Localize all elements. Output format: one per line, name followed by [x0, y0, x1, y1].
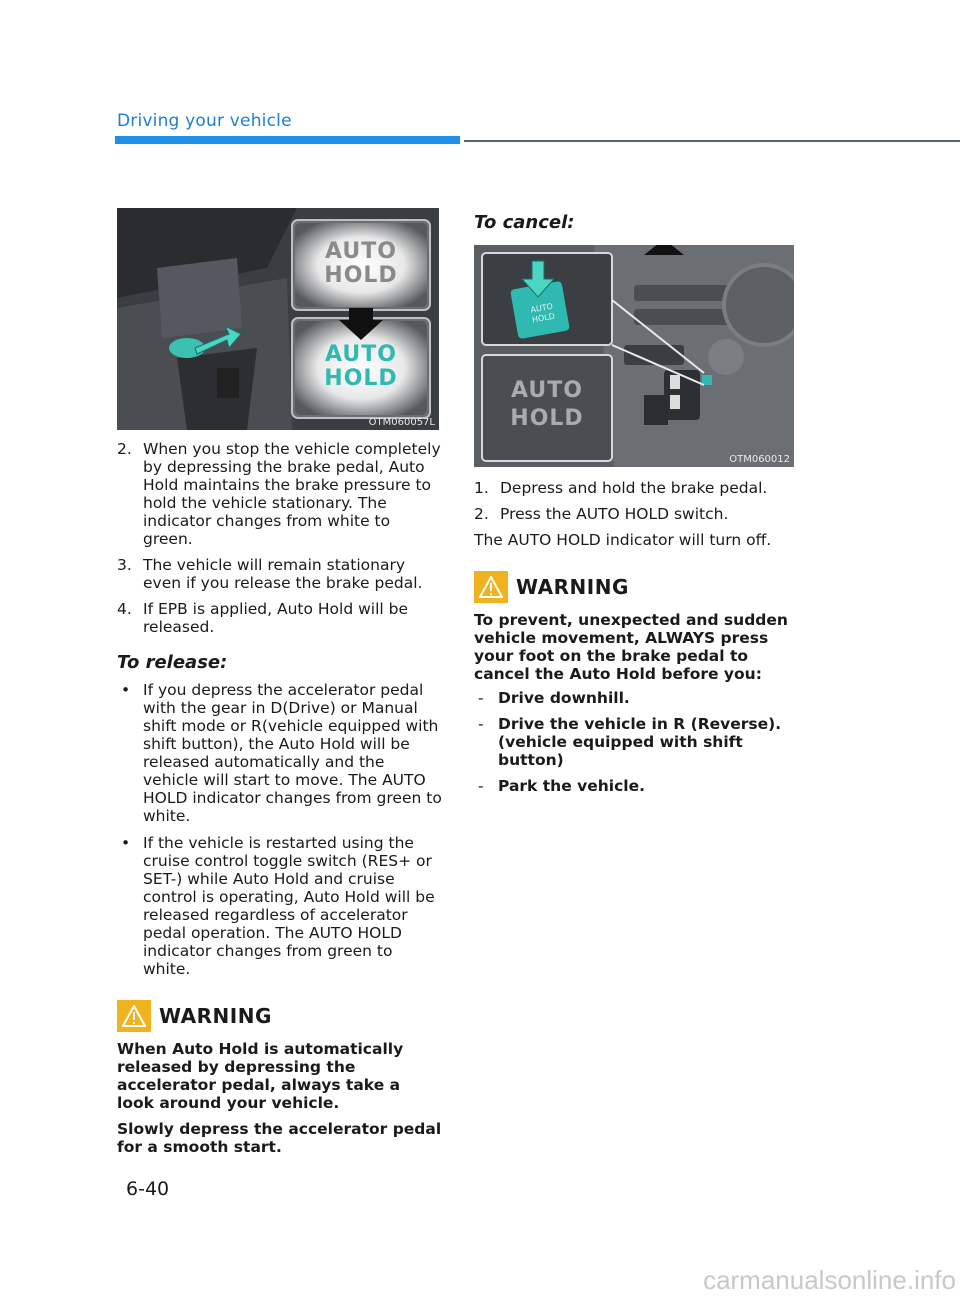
- center-console-illustration: [474, 245, 794, 467]
- release-heading: To release:: [117, 652, 228, 673]
- watermark: carmanualsonline.info: [703, 1265, 956, 1295]
- list-item: - Drive the vehicle in R (Reverse). (vehicle equipped with shift button): [478, 715, 782, 769]
- list-item: 4. If EPB is applied, Auto Hold will be released.: [117, 600, 409, 636]
- warning-items: [474, 689, 799, 795]
- svg-text:HOLD: HOLD: [531, 311, 556, 325]
- list-item: • If you depress the accelerator pedal with the gear in D(Drive) or Manual shift mode or R(vehicle equipped with shift button), the Auto Hold will be released automatically and the vehicle will start to move. The AUTO HOLD indicator changes from green to white.: [121, 681, 442, 825]
- cancel-heading: To cancel:: [474, 212, 575, 233]
- dashboard-illustration: [117, 208, 439, 430]
- list-item: • If the vehicle is restarted using the cruise control toggle switch (RES+ or SET-) while Auto Hold and cruise control is operating, Auto Hold will be released regardless of accelerator pedal operation. The AUTO HOLD indicator changes from green to white.: [121, 834, 435, 978]
- list-item: - Park the vehicle.: [478, 777, 645, 795]
- hold-label-green: AUTO: [325, 342, 397, 367]
- left-column: [117, 208, 442, 1156]
- warning-icon: [117, 1000, 151, 1032]
- header-rule: [464, 140, 960, 142]
- svg-text:HOLD: HOLD: [324, 366, 398, 391]
- svg-text:HOLD: HOLD: [324, 263, 398, 288]
- list-item: 2. Press the AUTO HOLD switch.: [474, 505, 729, 523]
- warning-title: WARNING: [159, 1004, 272, 1028]
- list-item: - Drive downhill.: [478, 689, 630, 707]
- list-item: 3. The vehicle will remain stationary even if you release the brake pedal.: [117, 556, 423, 592]
- hold-steps-list: [117, 440, 442, 636]
- page-number: 6-40: [126, 1178, 170, 1200]
- section-title: Driving your vehicle: [117, 111, 292, 131]
- header-accent-bar: [115, 136, 460, 144]
- figure-code: OTM060057L: [368, 417, 435, 428]
- warning-title: WARNING: [516, 575, 629, 599]
- svg-text:HOLD: HOLD: [510, 406, 584, 431]
- svg-text:AUTO: AUTO: [511, 378, 583, 403]
- cancel-steps-list: [474, 479, 799, 523]
- warning-icon: [474, 571, 508, 603]
- hold-label-white: AUTO: [325, 239, 397, 264]
- right-column: [474, 208, 799, 803]
- warning-text: Slowly depress the accelerator pedal for a smooth start.: [117, 1120, 442, 1156]
- warning-text: To prevent, unexpected and sudden vehicle movement, ALWAYS press your foot on the brake pedal to cancel the Auto Hold before you:: [474, 611, 788, 683]
- auto-hold-indicator-figure: [117, 208, 439, 430]
- list-item: 1. Depress and hold the brake pedal.: [474, 479, 768, 497]
- svg-text:AUTO: AUTO: [529, 301, 554, 315]
- warning-header: [117, 1000, 442, 1032]
- warning-header: [474, 571, 799, 603]
- figure-code: OTM060012: [729, 454, 790, 465]
- release-bullets: [117, 681, 442, 978]
- warning-text: When Auto Hold is automatically released by depressing the accelerator pedal, always take a look around your vehicle.: [117, 1040, 404, 1112]
- list-item: 2. When you stop the vehicle completely by depressing the brake pedal, Auto Hold maintains the brake pressure to hold the vehicle stationary. The indicator changes from white to green.: [117, 440, 441, 548]
- cancel-result-text: The AUTO HOLD indicator will turn off.: [474, 531, 772, 549]
- auto-hold-switch-figure: [474, 245, 794, 467]
